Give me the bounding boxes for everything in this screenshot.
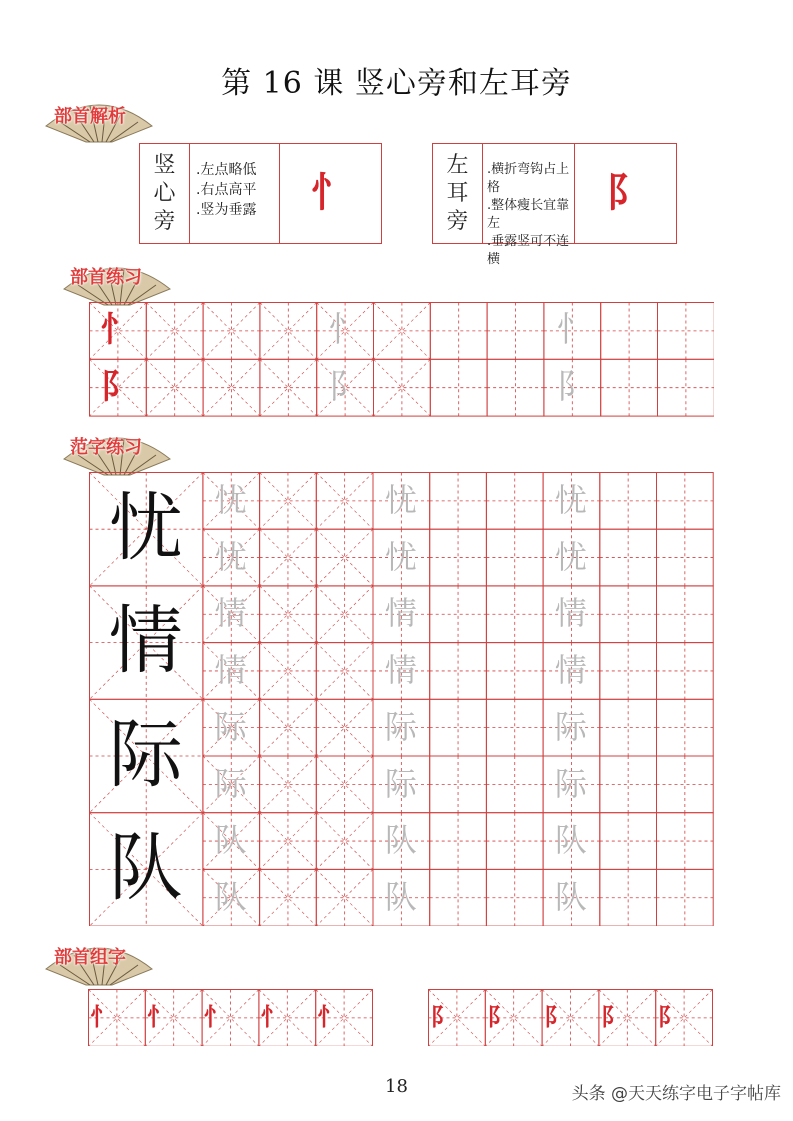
example-char: 情 [108,598,183,685]
trace-char: 队 [554,821,587,860]
watermark: 头条 @天天练字电子字帖库 [571,1084,781,1104]
trace-char: 队 [214,821,247,860]
trace-char: 队 [554,877,587,916]
radical-glyph: 阝 [657,1003,682,1031]
radical-glyph: 忄 [311,170,351,216]
radical-glyph: 阝 [600,1003,625,1031]
trace-char: 情 [384,594,417,633]
trace-char: 忧 [554,481,587,519]
page-title: 第 16 课 竖心旁和左耳旁 [221,66,572,101]
trace-char: 际 [214,707,247,746]
page-number: 18 [385,1076,408,1097]
radical-note: .竖为垂露 [196,202,257,218]
trace-char: 忧 [214,481,247,519]
stroke-trace-glyph: 阝 [328,367,363,407]
trace-char: 忧 [214,537,247,576]
trace-char: 际 [554,764,587,803]
trace-char: 队 [384,821,417,860]
section-label: 部首解析 [54,106,126,127]
radical-glyph: 阝 [486,1003,511,1031]
char-practice-glyphs [89,472,714,926]
stroke-trace-glyph: 阝 [556,367,591,407]
radical-glyph: 阝 [543,1003,568,1031]
radical-glyph: 忄 [317,1003,342,1031]
word-group-glyphs-left [88,989,373,1046]
radical-note: .左点略低 [196,162,257,178]
trace-char: 情 [214,594,247,633]
trace-char: 际 [384,707,417,746]
trace-char: 队 [384,877,417,916]
example-char: 队 [108,825,183,912]
radical-glyph: 阝 [606,170,646,216]
section-badge-analysis [40,92,158,148]
radical-name-char: 心 [153,181,176,206]
radical-card-shuxin [139,143,382,244]
trace-char: 际 [384,764,417,803]
trace-char: 队 [214,877,247,916]
radical-card-zuoer [432,143,677,267]
radical-name-char: 旁 [153,209,176,234]
radical-name-char: 旁 [446,209,469,234]
section-label: 范字练习 [70,437,142,458]
radical-name-char: 耳 [446,181,469,206]
stroke-practice-glyphs [89,302,714,417]
radical-glyph: 忄 [203,1003,228,1031]
trace-char: 忧 [384,481,417,519]
radical-name-char: 竖 [153,153,176,178]
radical-note: .横折弯钩占上格 [487,162,570,195]
stroke-model-glyph: 阝 [100,367,135,407]
trace-char: 情 [384,651,417,690]
stroke-model-glyph: 忄 [100,310,135,350]
trace-char: 情 [214,651,247,690]
example-char: 际 [108,711,183,798]
radical-glyph: 阝 [430,1003,455,1031]
trace-char: 际 [214,764,247,803]
radical-name-char: 左 [446,153,469,178]
radical-glyph: 忄 [90,1003,115,1031]
radical-note: .右点高平 [196,182,257,198]
section-label: 部首练习 [70,267,142,288]
trace-char: 情 [554,594,587,633]
radical-glyph: 忄 [260,1003,285,1031]
stroke-trace-glyph: 忄 [328,310,363,350]
section-badge-word-practice [40,935,158,991]
section-label: 部首组字 [54,947,126,968]
radical-note: .整体瘦长宜靠左 [487,198,570,231]
radical-note: .垂露竖可不连横 [487,234,570,267]
stroke-trace-glyph: 忄 [556,310,591,350]
word-group-glyphs-right [428,989,713,1046]
radical-glyph: 忄 [146,1003,171,1031]
trace-char: 忧 [554,537,587,576]
trace-char: 际 [554,707,587,746]
example-char: 忧 [108,485,183,571]
trace-char: 情 [554,651,587,690]
trace-char: 忧 [384,537,417,576]
